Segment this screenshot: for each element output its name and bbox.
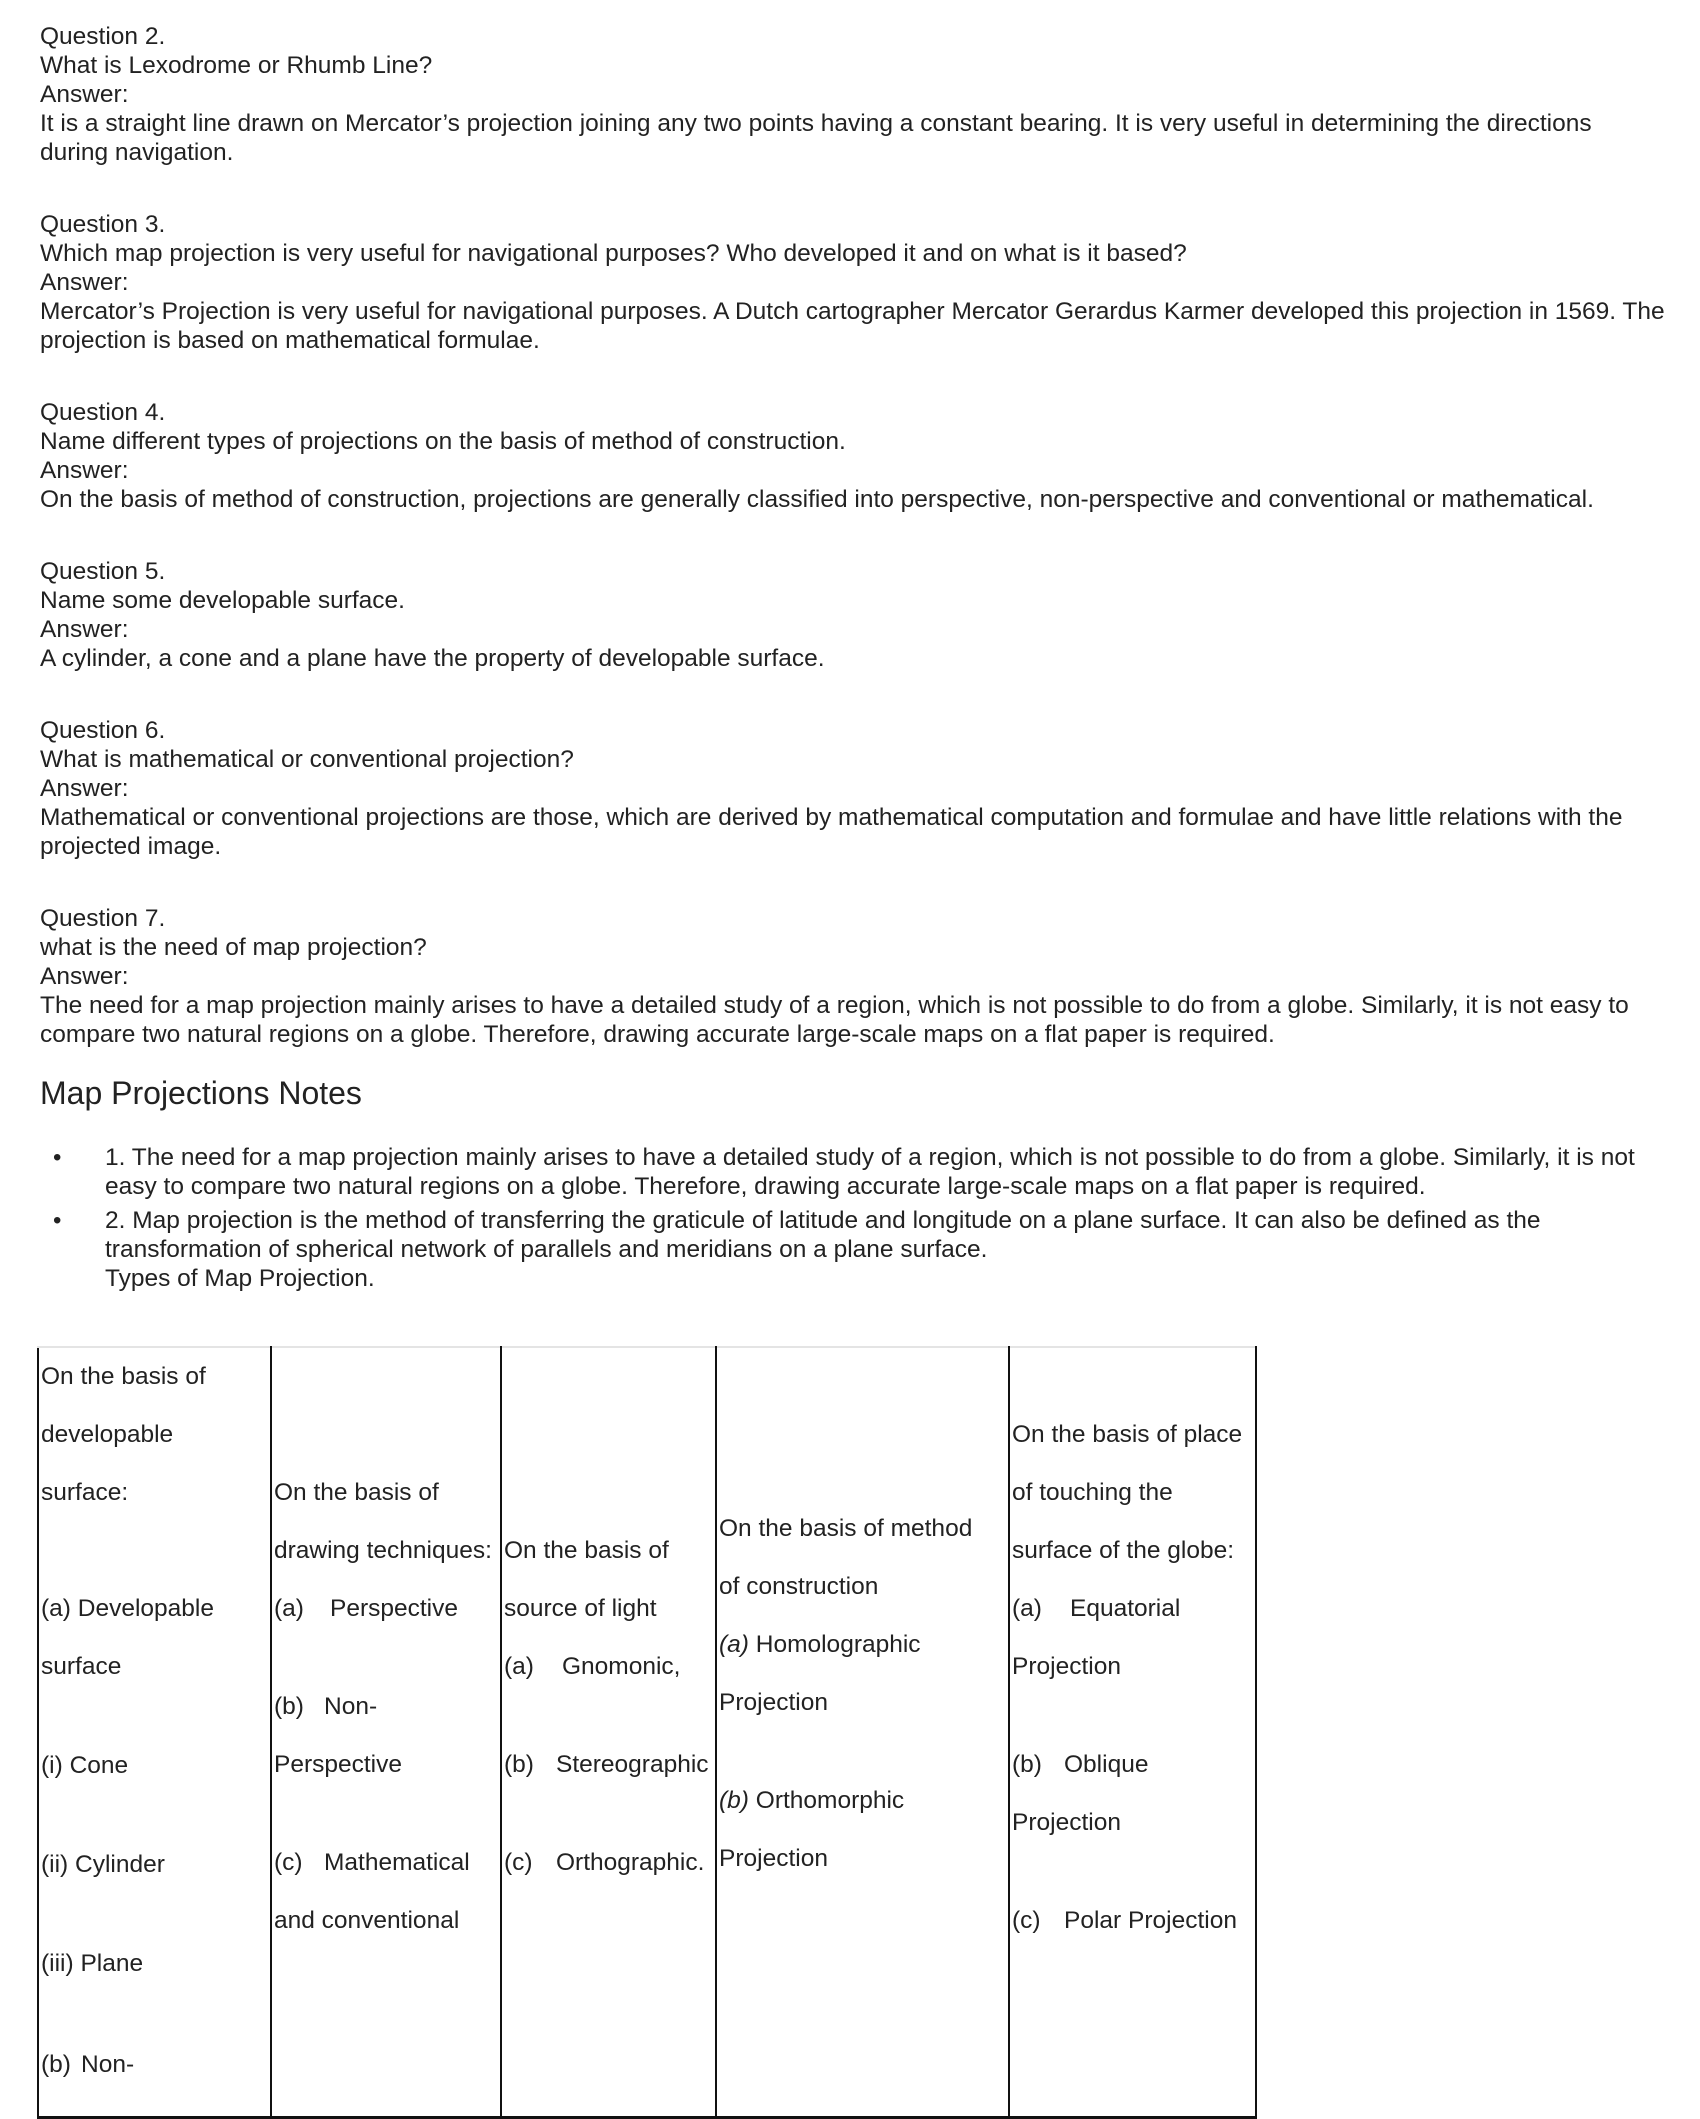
notes-list bbox=[40, 1143, 1680, 1293]
question-text: What is Lexodrome or Rhumb Line? bbox=[40, 52, 433, 79]
item-label: (a) bbox=[274, 1595, 304, 1622]
qa-block-7 bbox=[40, 904, 1680, 1049]
item-text: Perspective bbox=[330, 1595, 459, 1622]
item-text: Orthographic. bbox=[556, 1849, 705, 1876]
item-text: Homolographic bbox=[755, 1631, 921, 1658]
cell-item bbox=[504, 1638, 713, 1696]
answer-label: Answer: bbox=[40, 269, 129, 296]
cell-item bbox=[719, 1772, 1006, 1830]
cell-item: Perspective bbox=[274, 1751, 403, 1778]
cell-item: surface bbox=[41, 1653, 122, 1680]
cell-item bbox=[274, 1834, 498, 1892]
item-label: (c) bbox=[504, 1849, 533, 1876]
cell-item bbox=[1012, 1736, 1253, 1794]
cell-heading-line: surface of the globe: bbox=[1012, 1537, 1235, 1564]
item-label: (a) bbox=[1012, 1595, 1042, 1622]
cell-item: (iii) Plane bbox=[41, 1950, 144, 1977]
answer-text: On the basis of method of construction, projections are generally classified into perspective, non-perspective and conventional or mathematical. bbox=[40, 486, 1594, 513]
qa-block-4 bbox=[40, 398, 1680, 514]
question-text: Name different types of projections on the basis of method of construction. bbox=[40, 428, 846, 455]
question-label: Question 4. bbox=[40, 399, 166, 426]
item-label: (c) bbox=[1012, 1907, 1041, 1934]
question-label: Question 3. bbox=[40, 211, 166, 238]
cell-item: Projection bbox=[719, 1689, 828, 1716]
cell-heading-line: On the basis of bbox=[274, 1479, 439, 1506]
item-text: Mathematical bbox=[324, 1849, 470, 1876]
qa-block-3 bbox=[40, 210, 1680, 355]
cell-item bbox=[719, 1616, 1006, 1674]
item-label: (a) bbox=[719, 1631, 749, 1658]
answer-label: Answer: bbox=[40, 616, 129, 643]
cell-item: Projection bbox=[719, 1845, 828, 1872]
cell-heading-line: source of light bbox=[504, 1595, 657, 1622]
question-text: Name some developable surface. bbox=[40, 587, 405, 614]
question-text: Which map projection is very useful for navigational purposes? Who developed it and on what is it based? bbox=[40, 240, 1187, 267]
cell-heading-line: surface: bbox=[41, 1479, 129, 1506]
item-label: (b) bbox=[504, 1751, 534, 1778]
item-label: (c) bbox=[274, 1849, 303, 1876]
question-label: Question 6. bbox=[40, 717, 166, 744]
notes-heading: Map Projections Notes bbox=[40, 1075, 362, 1111]
item-label: (b) bbox=[1012, 1751, 1042, 1778]
item-text: Oblique bbox=[1064, 1751, 1149, 1778]
table-cell-drawing-techniques bbox=[271, 1347, 501, 2117]
table-cell-developable-surface bbox=[38, 1347, 271, 2117]
answer-text: The need for a map projection mainly arises to have a detailed study of a region, which is not possible to do from a globe. Similarly, it is not easy to compare two natural regions on a globe. Therefore, drawing accurate large-scale maps on a flat paper is required. bbox=[40, 992, 1629, 1048]
item-label: (b) bbox=[41, 2051, 71, 2078]
answer-text: Mercator’s Projection is very useful for navigational purposes. A Dutch cartographer Mercator Gerardus Karmer developed this projection in 1569. The projection is based on mathematical formulae. bbox=[40, 298, 1665, 354]
cell-heading-line: developable bbox=[41, 1421, 174, 1448]
qa-block-6 bbox=[40, 716, 1680, 861]
question-text: What is mathematical or conventional projection? bbox=[40, 746, 574, 773]
cell-item: (i) Cone bbox=[41, 1752, 129, 1779]
table-row bbox=[38, 1347, 1256, 2117]
cell-item bbox=[504, 1834, 713, 1892]
answer-label: Answer: bbox=[40, 81, 129, 108]
cell-item bbox=[274, 1580, 498, 1638]
item-text: Gnomonic, bbox=[562, 1653, 681, 1680]
cell-item bbox=[1012, 1580, 1253, 1638]
table-cell-method-of-construction bbox=[716, 1347, 1009, 2117]
projection-types-table bbox=[37, 1346, 1257, 2119]
table-cell-source-of-light bbox=[501, 1347, 716, 2117]
cell-heading-line: of construction bbox=[719, 1573, 879, 1600]
answer-label: Answer: bbox=[40, 775, 129, 802]
question-label: Question 7. bbox=[40, 905, 166, 932]
cell-heading-line: drawing techniques: bbox=[274, 1537, 492, 1564]
item-label: (b) bbox=[719, 1787, 749, 1814]
item-label: (a) bbox=[504, 1653, 534, 1680]
cell-heading-line: On the basis of place bbox=[1012, 1421, 1243, 1448]
cell-item: and conventional bbox=[274, 1907, 460, 1934]
answer-text: A cylinder, a cone and a plane have the property of developable surface. bbox=[40, 645, 825, 672]
cell-item bbox=[1012, 1892, 1253, 1950]
note-text: 1. The need for a map projection mainly arises to have a detailed study of a region, which is not possible to do from a globe. Similarly, it is not easy to compare two natural regions on a globe. Therefore, drawing accurate large-scale maps on a flat paper is required. bbox=[105, 1144, 1635, 1200]
table-cell-place-of-touching bbox=[1009, 1347, 1256, 2117]
answer-text: It is a straight line drawn on Mercator’s projection joining any two points having a constant bearing. It is very useful in determining the directions during navigation. bbox=[40, 110, 1592, 166]
cell-heading-line: On the basis of method bbox=[719, 1515, 973, 1542]
document-page bbox=[40, 22, 1680, 1298]
question-label: Question 2. bbox=[40, 23, 166, 50]
cell-item: Projection bbox=[1012, 1809, 1121, 1836]
cell-item: Projection bbox=[1012, 1653, 1121, 1680]
cell-heading-line: of touching the bbox=[1012, 1479, 1173, 1506]
item-label: (b) bbox=[274, 1693, 304, 1720]
cell-item bbox=[41, 2036, 268, 2094]
answer-label: Answer: bbox=[40, 457, 129, 484]
item-text: Orthomorphic bbox=[755, 1787, 905, 1814]
cell-item bbox=[274, 1678, 498, 1736]
cell-heading-line: On the basis of bbox=[41, 1363, 206, 1390]
item-text: Non- bbox=[324, 1693, 378, 1720]
note-text: 2. Map projection is the method of transferring the graticule of latitude and longitude on a plane surface. It can also be defined as the transformation of spherical network of parallels and meridians on a plane surface. bbox=[105, 1207, 1541, 1263]
notes-list-item bbox=[40, 1206, 1650, 1293]
question-text: what is the need of map projection? bbox=[40, 934, 427, 961]
item-text: Stereographic bbox=[556, 1751, 709, 1778]
cell-heading-line: On the basis of bbox=[504, 1537, 669, 1564]
answer-label: Answer: bbox=[40, 963, 129, 990]
notes-list-item bbox=[40, 1143, 1680, 1201]
question-label: Question 5. bbox=[40, 558, 166, 585]
bullet-icon: • bbox=[53, 1207, 62, 1234]
item-text: Non- bbox=[81, 2051, 135, 2078]
cell-item: (ii) Cylinder bbox=[41, 1851, 165, 1878]
qa-block-2 bbox=[40, 22, 1680, 167]
qa-block-5 bbox=[40, 557, 1680, 673]
cell-item bbox=[504, 1736, 713, 1794]
note-subtext: Types of Map Projection. bbox=[105, 1265, 375, 1292]
item-text: Polar Projection bbox=[1064, 1907, 1237, 1934]
cell-item: (a) Developable bbox=[41, 1595, 214, 1622]
item-text: Equatorial bbox=[1070, 1595, 1181, 1622]
bullet-icon: • bbox=[53, 1144, 62, 1171]
answer-text: Mathematical or conventional projections are those, which are derived by mathematical computation and formulae and have little relations with the projected image. bbox=[40, 804, 1623, 860]
